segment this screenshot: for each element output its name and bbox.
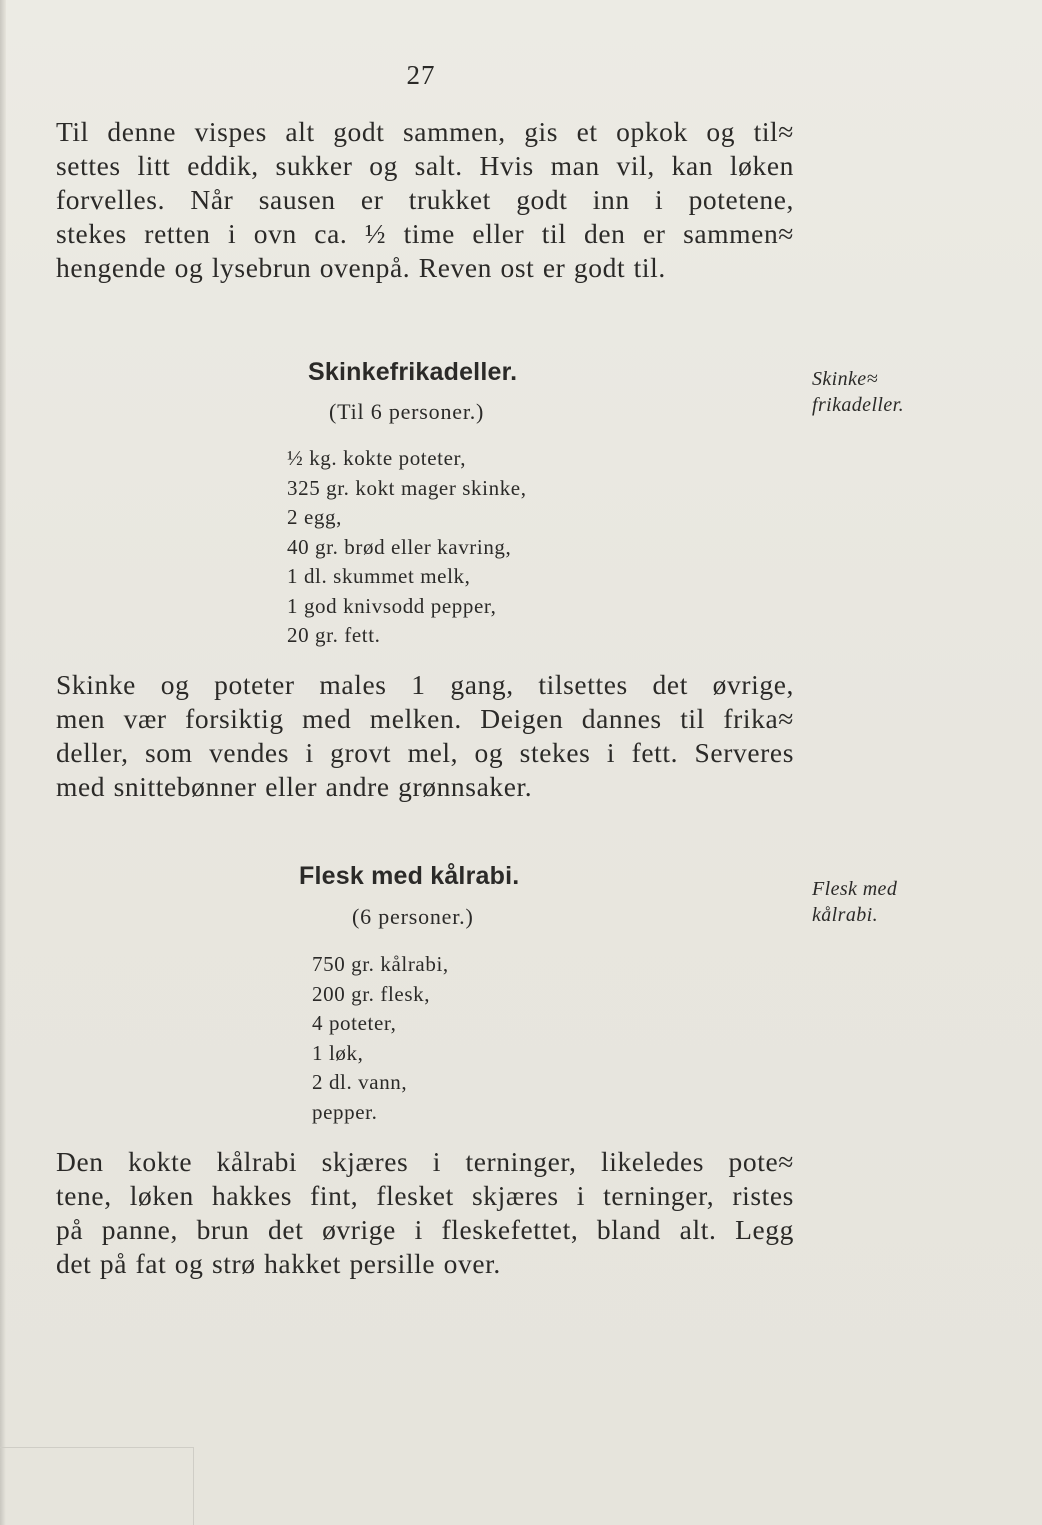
recipe-serves: (6 personer.): [352, 904, 474, 929]
paragraph-line: med snittebønner eller andre grønnsaker.: [56, 771, 533, 802]
ingredient-item: 1 dl. skummet melk,: [287, 564, 471, 588]
intro-paragraph: [56, 115, 794, 285]
margin-note-line: Flesk med: [812, 878, 898, 900]
corner-mark: [0, 1447, 194, 1525]
paragraph-line: Til denne vispes alt godt sammen, gis et opkok og til≈: [56, 116, 794, 147]
recipe-serves: (Til 6 personer.): [329, 399, 485, 424]
ingredient-list: [287, 444, 527, 651]
paragraph-line: settes litt eddik, sukker og salt. Hvis man vil, kan løken: [56, 150, 794, 181]
ingredient-item: 325 gr. kokt mager skinke,: [287, 475, 527, 500]
page-number: 27: [406, 60, 436, 90]
paragraph-line: på panne, brun det øvrige i fleskefettet, bland alt. Legg: [56, 1214, 794, 1245]
method-paragraph: [56, 668, 794, 804]
ingredient-item: ½ kg. kokte poteter,: [287, 446, 467, 470]
paragraph-line: Skinke og poteter males 1 gang, tilsettes det øvrige,: [56, 669, 794, 700]
ingredient-item: 200 gr. flesk,: [312, 981, 431, 1006]
paragraph-line: forvelles. Når sausen er trukket godt inn i potetene,: [56, 184, 794, 215]
paragraph-line: tene, løken hakkes fint, flesket skjæres i terninger, ristes: [56, 1180, 794, 1211]
ingredient-item: pepper.: [312, 1099, 378, 1124]
margin-note-line: kålrabi.: [812, 904, 878, 926]
ingredient-item: 2 egg,: [287, 505, 342, 529]
ingredient-item: 40 gr. brød eller kavring,: [287, 534, 512, 559]
recipe-title-skinkefrikadeller: Skinkefrikadeller.: [308, 358, 518, 386]
paragraph-line: det på fat og strø hakket persille over.: [56, 1248, 501, 1279]
method-paragraph: [56, 1145, 794, 1281]
ingredient-list: [312, 950, 449, 1127]
ingredient-item: 1 løk,: [312, 1040, 364, 1065]
paragraph-line: men vær forsiktig med melken. Deigen dannes til frika≈: [56, 703, 794, 734]
ingredient-item: 750 gr. kålrabi,: [312, 952, 449, 976]
recipe-title-flesk-med-kalrabi: Flesk med kålrabi.: [299, 862, 520, 890]
margin-note-skinkefrikadeller: [812, 366, 904, 418]
paragraph-line: deller, som vendes i grovt mel, og stekes i fett. Serveres: [56, 737, 794, 768]
page-binding-edge: [0, 0, 6, 1525]
paragraph-line: hengende og lysebrun ovenpå. Reven ost er godt til.: [56, 252, 666, 283]
ingredient-item: 1 god knivsodd pepper,: [287, 593, 497, 618]
ingredient-item: 4 poteter,: [312, 1011, 397, 1035]
paragraph-line: stekes retten i ovn ca. ½ time eller til den er sammen≈: [56, 218, 794, 249]
margin-note-line: frikadeller.: [812, 394, 905, 416]
ingredient-item: 20 gr. fett.: [287, 623, 381, 647]
margin-note-line: Skinke≈: [812, 368, 878, 390]
ingredient-item: 2 dl. vann,: [312, 1070, 408, 1094]
paragraph-line: Den kokte kålrabi skjæres i terninger, likeledes pote≈: [56, 1146, 794, 1177]
margin-note-flesk-med-kalrabi: [812, 876, 897, 928]
